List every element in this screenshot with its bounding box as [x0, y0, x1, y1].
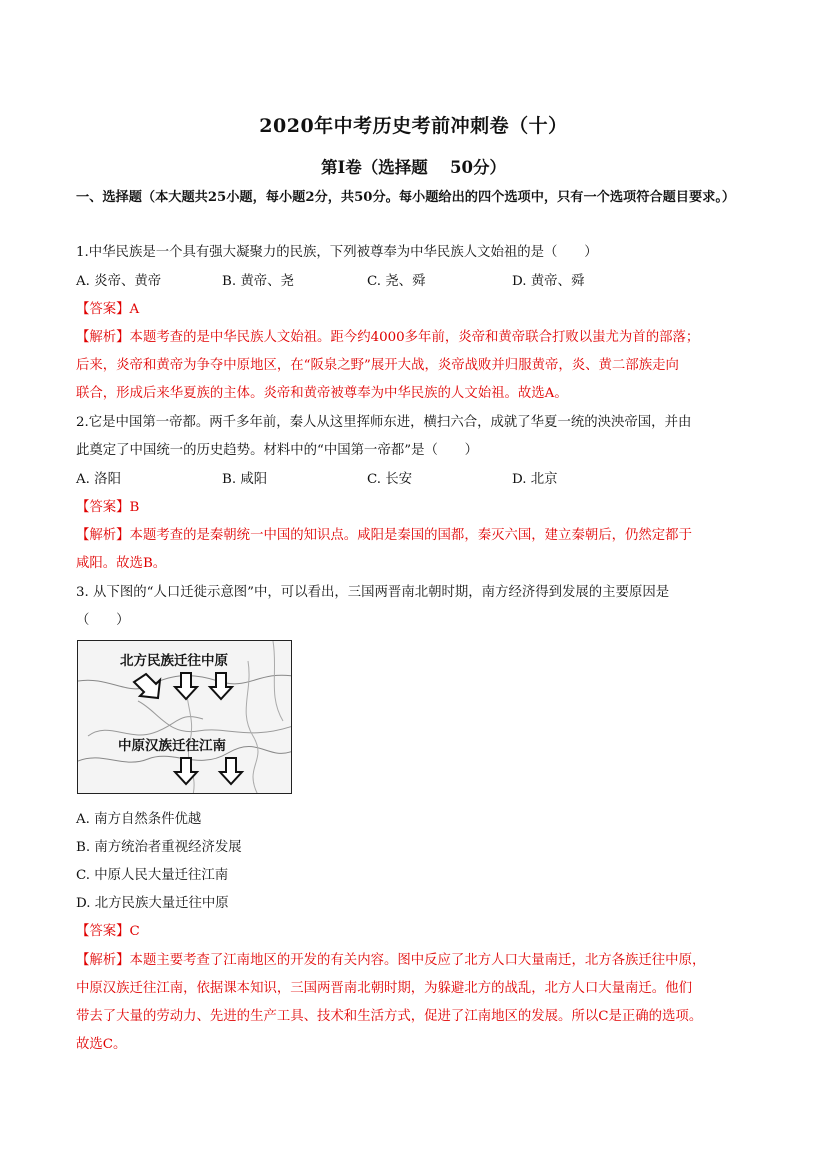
q1-option-d: D. 黄帝、舜 — [512, 274, 585, 289]
q2-analysis-line: 咸阳。故选B。 — [76, 556, 167, 571]
q3-option-a: A. 南方自然条件优越 — [76, 812, 202, 827]
q2-option-a: A. 洛阳 — [76, 472, 121, 487]
q1-option-b: B. 黄帝、尧 — [222, 274, 294, 289]
q3-analysis-line: 中原汉族迁往江南，依据课本知识，三国两晋南北朝时期，为躲避北方的战乱，北方人口大量南迁。他们 — [76, 981, 692, 996]
q2-answer: 【答案】B — [76, 500, 140, 515]
map-label-north: 北方民族迁往中原 — [120, 653, 228, 669]
q2-analysis-line: 【解析】本题考查的是秦朝统一中国的知识点。咸阳是秦国的国都，秦灭六国，建立秦朝后，仍然定都于 — [76, 528, 692, 543]
q3-analysis-line: 带去了大量的劳动力、先进的生产工具、技术和生活方式，促进了江南地区的发展。所以C是正确的选项。 — [76, 1009, 703, 1024]
q2-stem-line: 2.它是中国第一帝都。两千多年前，秦人从这里挥师东进，横扫六合，成就了华夏一统的泱泱帝国，并由 — [76, 415, 692, 430]
q3-stem-line: （ ） — [76, 613, 130, 628]
q3-option-c: C. 中原人民大量迁往江南 — [76, 868, 229, 883]
q1-answer: 【答案】A — [76, 302, 140, 317]
q3-stem-line: 3. 从下图的“人口迁徙示意图”中，可以看出，三国两晋南北朝时期，南方经济得到发展的主要原因是 — [76, 585, 670, 600]
q2-option-d: D. 北京 — [512, 472, 558, 487]
arrow-down-icon — [210, 673, 232, 699]
q3-analysis-line: 【解析】本题主要考查了江南地区的开发的有关内容。图中反应了北方人口大量南迁，北方各族迁往中原， — [76, 953, 706, 968]
q3-analysis-line: 故选C。 — [76, 1037, 127, 1052]
q2-option-b: B. 咸阳 — [222, 472, 268, 487]
q2-stem-line: 此奠定了中国统一的历史趋势。材料中的“中国第一帝都”是（ ） — [76, 443, 479, 458]
q1-analysis-line: 后来，炎帝和黄帝为争夺中原地区，在“阪泉之野”展开大战，炎帝战败并归服黄帝，炎、黄二部族走向 — [76, 358, 679, 373]
q1-option-a: A. 炎帝、黄帝 — [76, 274, 162, 289]
q1-analysis-line: 【解析】本题考查的是中华民族人文始祖。距今约4000多年前，炎帝和黄帝联合打败以蚩尤为首的部落； — [76, 330, 700, 345]
arrow-down-icon — [134, 674, 160, 698]
q1-option-c: C. 尧、舜 — [367, 274, 426, 289]
page-title: 2020年中考历史考前冲刺卷（十） — [259, 115, 568, 137]
q3-option-d: D. 北方民族大量迁往中原 — [76, 896, 229, 911]
section-subtitle: 第Ⅰ卷（选择题 50分） — [321, 158, 506, 177]
arrow-down-icon — [220, 758, 242, 784]
q3-answer: 【答案】C — [76, 924, 140, 939]
q1-analysis-line: 联合，形成后来华夏族的主体。炎帝和黄帝被尊奉为中华民族的人文始祖。故选A。 — [76, 386, 568, 401]
q2-option-c: C. 长安 — [367, 472, 413, 487]
q3-option-b: B. 南方统治者重视经济发展 — [76, 840, 242, 855]
arrow-down-icon — [175, 673, 197, 699]
section-heading: 一、选择题（本大题共25小题，每小题2分，共50分。每小题给出的四个选项中，只有一个选项符合题目要求。） — [76, 190, 736, 205]
migration-map — [77, 640, 292, 794]
q1-stem: 1.中华民族是一个具有强大凝聚力的民族，下列被尊奉为中华民族人文始祖的是（ ） — [76, 245, 598, 260]
map-label-central: 中原汉族迁往江南 — [118, 738, 226, 754]
